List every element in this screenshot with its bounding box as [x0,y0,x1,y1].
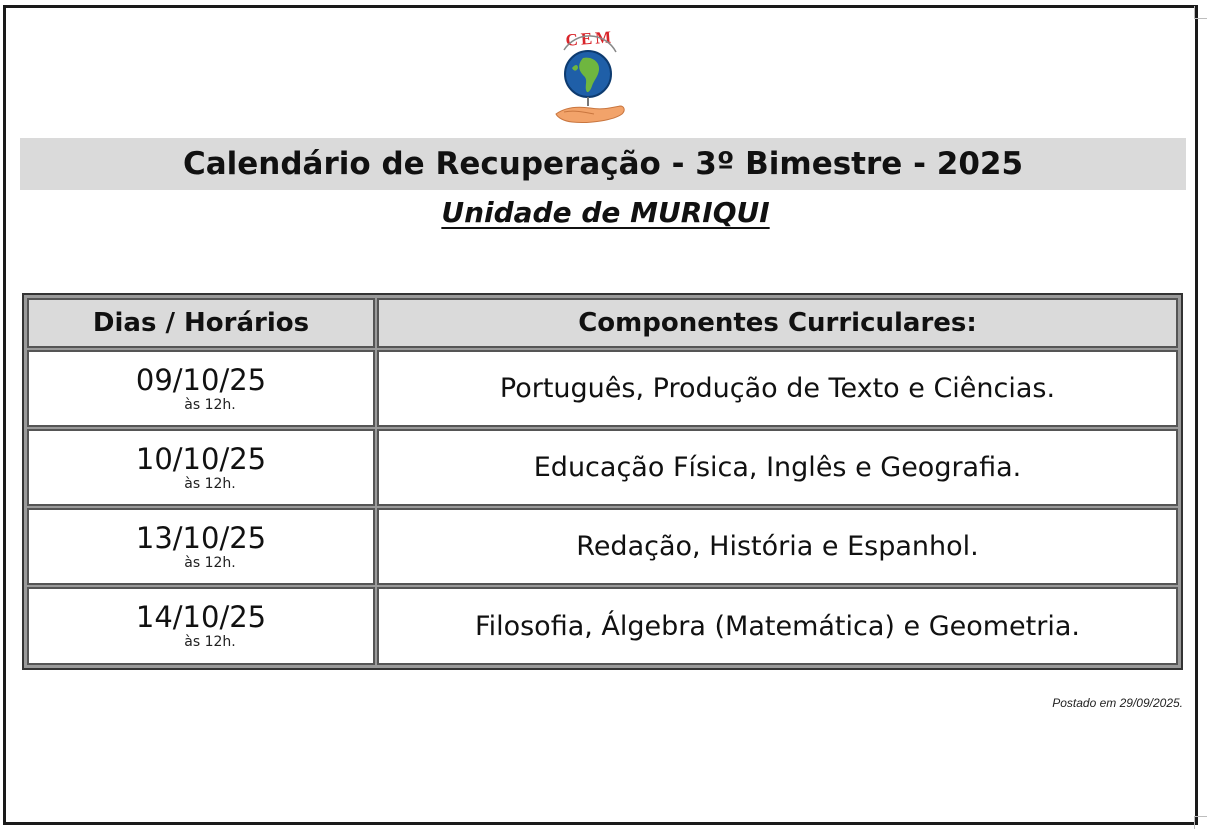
corner-mark [1194,816,1207,829]
column-header-days-label: Dias / Horários [92,308,310,338]
subject-list: Educação Física, Inglês e Geografia. [533,452,1022,483]
logo-text: CEM [564,27,615,50]
subject-list: Filosofia, Álgebra (Matemática) e Geometria. [475,610,1080,642]
exam-date: 10/10/25 [135,441,267,476]
table-row-date-cell [27,508,375,585]
globe-in-hand-icon [556,27,624,122]
subject-list: Redação, História e Espanhol. [576,531,979,562]
exam-date: 13/10/25 [135,520,267,555]
exam-time: às 12h. [184,554,236,571]
column-header-subjects-label: Componentes Curriculares: [578,308,977,338]
table-row-subjects-cell [377,429,1178,506]
table-row-date-cell [27,429,375,506]
posted-date-note: Postado em 29/09/2025. [1052,696,1183,710]
title-band [20,138,1186,190]
table-row-subjects-cell [377,587,1178,665]
exam-time: às 12h. [184,475,236,492]
exam-time: às 12h. [184,396,236,413]
exam-time: às 12h. [184,634,236,650]
subject-list: Português, Produção de Texto e Ciências. [499,373,1056,404]
unit-subtitle: Unidade de MURIQUI [441,196,770,229]
schedule-table [22,293,1183,670]
column-header-days [27,298,375,348]
cem-logo [550,22,630,128]
table-row-date-cell [27,350,375,427]
corner-mark [1194,6,1207,19]
page-title: Calendário de Recuperação - 3º Bimestre - 2025 [182,146,1024,182]
table-row-subjects-cell [377,350,1178,427]
table-row-subjects-cell [377,508,1178,585]
column-header-subjects [377,298,1178,348]
table-row-date-cell [27,587,375,665]
exam-date: 09/10/25 [135,362,267,397]
exam-date: 14/10/25 [135,600,267,634]
